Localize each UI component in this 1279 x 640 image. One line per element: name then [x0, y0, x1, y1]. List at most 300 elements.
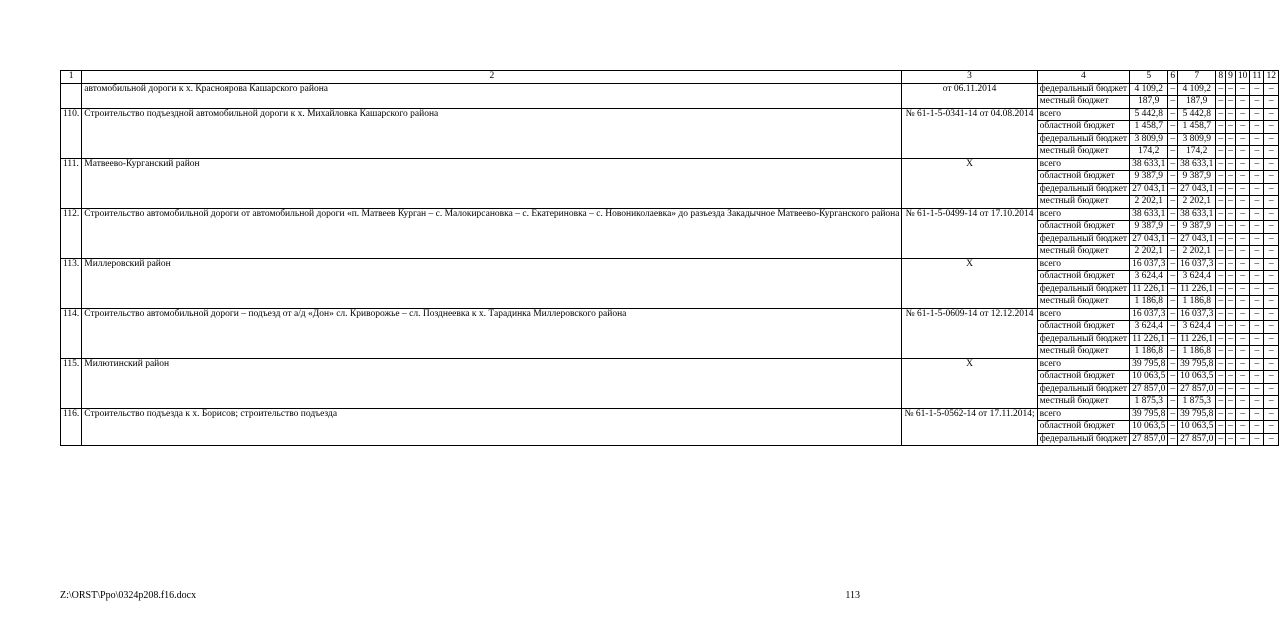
table-row [61, 208, 1279, 221]
value-cell: – [1226, 371, 1236, 384]
value-cell: 39 795,8 [1178, 408, 1216, 421]
value-cell: – [1226, 246, 1236, 259]
value-cell: – [1235, 146, 1250, 159]
value-cell: – [1168, 358, 1178, 371]
header-row [61, 71, 1279, 84]
value-cell: 27 857,0 [1178, 383, 1216, 396]
funding-source-cell: областной бюджет [1037, 321, 1129, 334]
value-cell: – [1216, 321, 1226, 334]
funding-source-cell: местный бюджет [1037, 196, 1129, 209]
funding-source-cell: местный бюджет [1037, 296, 1129, 309]
header-cell: 8 [1216, 71, 1226, 84]
value-cell: – [1226, 408, 1236, 421]
value-cell: – [1250, 308, 1264, 321]
value-cell: – [1216, 208, 1226, 221]
value-cell: 3 809,9 [1130, 133, 1168, 146]
value-cell: 3 624,4 [1178, 321, 1216, 334]
row-number-cell: 111. [61, 158, 82, 208]
value-cell: – [1168, 296, 1178, 309]
value-cell: – [1168, 96, 1178, 109]
object-name-cell: Строительство подъездной автомобильной дороги к х. Михайловка Кашарского района [82, 108, 902, 158]
document-cell: № 61-1-5-0499-14 от 17.10.2014 [902, 208, 1037, 258]
value-cell: – [1235, 96, 1250, 109]
value-cell: – [1168, 108, 1178, 121]
value-cell: 2 202,1 [1130, 246, 1168, 259]
value-cell: – [1250, 433, 1264, 446]
value-cell: 1 186,8 [1130, 296, 1168, 309]
value-cell: 27 043,1 [1178, 233, 1216, 246]
object-name-cell: Строительство автомобильной дороги – подъезд от а/д «Дон» сл. Криворожье – сл. Позднеевка к х. Тарадинка Миллеровского района [82, 308, 902, 358]
value-cell: – [1216, 396, 1226, 409]
row-number-cell: 110. [61, 108, 82, 158]
value-cell: – [1216, 196, 1226, 209]
value-cell: – [1250, 246, 1264, 259]
funding-source-cell: федеральный бюджет [1037, 433, 1129, 446]
value-cell: – [1250, 133, 1264, 146]
value-cell: – [1168, 271, 1178, 284]
value-cell: 9 387,9 [1130, 171, 1168, 184]
value-cell: 27 857,0 [1178, 433, 1216, 446]
value-cell: – [1235, 296, 1250, 309]
value-cell: – [1250, 296, 1264, 309]
value-cell: – [1264, 421, 1279, 434]
value-cell: – [1168, 121, 1178, 134]
table-row [61, 308, 1279, 321]
table-row [61, 83, 1279, 96]
value-cell: – [1250, 158, 1264, 171]
value-cell: – [1226, 221, 1236, 234]
value-cell: – [1235, 196, 1250, 209]
funding-source-cell: областной бюджет [1037, 271, 1129, 284]
value-cell: 39 795,8 [1178, 358, 1216, 371]
value-cell: – [1235, 371, 1250, 384]
funding-source-cell: федеральный бюджет [1037, 383, 1129, 396]
value-cell: 9 387,9 [1130, 221, 1168, 234]
value-cell: – [1264, 196, 1279, 209]
value-cell: – [1226, 96, 1236, 109]
funding-source-cell: федеральный бюджет [1037, 233, 1129, 246]
value-cell: 1 458,7 [1130, 121, 1168, 134]
value-cell: – [1216, 408, 1226, 421]
header-cell: 11 [1250, 71, 1264, 84]
value-cell: – [1250, 121, 1264, 134]
value-cell: 9 387,9 [1178, 171, 1216, 184]
value-cell: – [1226, 333, 1236, 346]
value-cell: – [1216, 133, 1226, 146]
value-cell: – [1226, 146, 1236, 159]
value-cell: 1 875,3 [1130, 396, 1168, 409]
document-cell: № 61-1-5-0609-14 от 12.12.2014 [902, 308, 1037, 358]
value-cell: – [1226, 196, 1236, 209]
row-number-cell [61, 83, 82, 108]
value-cell: – [1235, 308, 1250, 321]
value-cell: – [1168, 396, 1178, 409]
object-name-cell: Милютинский район [82, 358, 902, 408]
value-cell: – [1226, 321, 1236, 334]
funding-source-cell: местный бюджет [1037, 96, 1129, 109]
value-cell: – [1216, 183, 1226, 196]
value-cell: 2 202,1 [1130, 196, 1168, 209]
value-cell: 187,9 [1130, 96, 1168, 109]
value-cell: 2 202,1 [1178, 196, 1216, 209]
value-cell: – [1235, 321, 1250, 334]
value-cell: 10 063,5 [1130, 421, 1168, 434]
value-cell: 38 633,1 [1178, 208, 1216, 221]
funding-source-cell: всего [1037, 158, 1129, 171]
document-cell: № 61-1-5-0562-14 от 17.11.2014; [902, 408, 1037, 446]
value-cell: – [1216, 221, 1226, 234]
value-cell: – [1264, 396, 1279, 409]
value-cell: – [1264, 108, 1279, 121]
value-cell: – [1216, 308, 1226, 321]
value-cell: – [1216, 96, 1226, 109]
value-cell: – [1250, 96, 1264, 109]
header-cell: 12 [1264, 71, 1279, 84]
value-cell: 174,2 [1178, 146, 1216, 159]
header-cell: 5 [1130, 71, 1168, 84]
funding-source-cell: федеральный бюджет [1037, 183, 1129, 196]
value-cell: – [1216, 383, 1226, 396]
value-cell: 174,2 [1130, 146, 1168, 159]
value-cell: – [1168, 321, 1178, 334]
value-cell: – [1168, 196, 1178, 209]
value-cell: 1 875,3 [1178, 396, 1216, 409]
header-cell: 6 [1168, 71, 1178, 84]
value-cell: – [1264, 208, 1279, 221]
value-cell: 1 186,8 [1178, 296, 1216, 309]
object-name-cell: Строительство автомобильной дороги от автомобильной дороги «п. Матвеев Курган – с. Малокирсановка – с. Екатериновка – с. Новониколаевка» до разъезда Закадычное Матвеево-Курганского района [82, 208, 902, 258]
value-cell: – [1168, 208, 1178, 221]
value-cell: – [1235, 358, 1250, 371]
value-cell: – [1226, 433, 1236, 446]
value-cell: – [1235, 233, 1250, 246]
value-cell: 16 037,3 [1130, 258, 1168, 271]
row-number-cell: 115. [61, 358, 82, 408]
value-cell: – [1216, 158, 1226, 171]
value-cell: – [1235, 421, 1250, 434]
value-cell: – [1250, 333, 1264, 346]
value-cell: – [1216, 258, 1226, 271]
value-cell: – [1264, 296, 1279, 309]
value-cell: – [1235, 408, 1250, 421]
table-row [61, 358, 1279, 371]
funding-source-cell: местный бюджет [1037, 396, 1129, 409]
table-row [61, 258, 1279, 271]
funding-source-cell: областной бюджет [1037, 171, 1129, 184]
value-cell: – [1250, 183, 1264, 196]
funding-source-cell: федеральный бюджет [1037, 283, 1129, 296]
value-cell: – [1168, 183, 1178, 196]
funding-source-cell: всего [1037, 108, 1129, 121]
value-cell: – [1216, 358, 1226, 371]
value-cell: – [1264, 146, 1279, 159]
value-cell: – [1264, 83, 1279, 96]
value-cell: 5 442,8 [1130, 108, 1168, 121]
value-cell: – [1216, 171, 1226, 184]
value-cell: 27 043,1 [1178, 183, 1216, 196]
value-cell: 1 186,8 [1130, 346, 1168, 359]
value-cell: 27 043,1 [1130, 233, 1168, 246]
value-cell: – [1168, 346, 1178, 359]
value-cell: – [1264, 96, 1279, 109]
value-cell: – [1235, 83, 1250, 96]
value-cell: – [1235, 171, 1250, 184]
value-cell: – [1250, 383, 1264, 396]
document-cell: Х [902, 358, 1037, 408]
table-row [61, 408, 1279, 421]
value-cell: – [1226, 83, 1236, 96]
value-cell: – [1226, 421, 1236, 434]
value-cell: – [1250, 346, 1264, 359]
header-cell: 3 [902, 71, 1037, 84]
value-cell: – [1168, 246, 1178, 259]
object-name-cell: Миллеровский район [82, 258, 902, 308]
funding-source-cell: федеральный бюджет [1037, 133, 1129, 146]
value-cell: – [1226, 171, 1236, 184]
value-cell: – [1264, 233, 1279, 246]
funding-source-cell: местный бюджет [1037, 246, 1129, 259]
value-cell: – [1216, 83, 1226, 96]
document-cell: № 61-1-5-0341-14 от 04.08.2014 [902, 108, 1037, 158]
value-cell: – [1250, 221, 1264, 234]
value-cell: – [1264, 371, 1279, 384]
value-cell: 10 063,5 [1178, 371, 1216, 384]
value-cell: 16 037,3 [1178, 258, 1216, 271]
header-cell: 9 [1226, 71, 1236, 84]
value-cell: – [1226, 296, 1236, 309]
funding-source-cell: областной бюджет [1037, 421, 1129, 434]
value-cell: 11 226,1 [1130, 333, 1168, 346]
value-cell: – [1226, 271, 1236, 284]
value-cell: – [1168, 421, 1178, 434]
value-cell: – [1264, 171, 1279, 184]
funding-source-cell: федеральный бюджет [1037, 83, 1129, 96]
value-cell: – [1226, 183, 1236, 196]
value-cell: – [1226, 396, 1236, 409]
value-cell: 3 809,9 [1178, 133, 1216, 146]
value-cell: 27 857,0 [1130, 433, 1168, 446]
value-cell: 39 795,8 [1130, 358, 1168, 371]
value-cell: 39 795,8 [1130, 408, 1168, 421]
value-cell: 5 442,8 [1178, 108, 1216, 121]
value-cell: 10 063,5 [1130, 371, 1168, 384]
object-name-cell: Матвеево-Курганский район [82, 158, 902, 208]
value-cell: 1 458,7 [1178, 121, 1216, 134]
value-cell: – [1235, 133, 1250, 146]
value-cell: – [1168, 308, 1178, 321]
value-cell: – [1216, 333, 1226, 346]
page-number: 113 [845, 590, 860, 601]
funding-source-cell: всего [1037, 308, 1129, 321]
value-cell: 4 109,2 [1178, 83, 1216, 96]
value-cell: – [1235, 221, 1250, 234]
row-number-cell: 113. [61, 258, 82, 308]
value-cell: 27 857,0 [1130, 383, 1168, 396]
value-cell: – [1250, 358, 1264, 371]
row-number-cell: 116. [61, 408, 82, 446]
value-cell: – [1250, 371, 1264, 384]
value-cell: 38 633,1 [1130, 208, 1168, 221]
value-cell: – [1168, 233, 1178, 246]
value-cell: – [1216, 296, 1226, 309]
value-cell: 27 043,1 [1130, 183, 1168, 196]
value-cell: – [1264, 408, 1279, 421]
value-cell: – [1226, 283, 1236, 296]
object-name-cell: автомобильной дороги к х. Красноярова Кашарского района [82, 83, 902, 108]
value-cell: – [1168, 146, 1178, 159]
value-cell: – [1226, 308, 1236, 321]
value-cell: 11 226,1 [1178, 333, 1216, 346]
value-cell: 3 624,4 [1130, 271, 1168, 284]
value-cell: – [1226, 133, 1236, 146]
value-cell: 187,9 [1178, 96, 1216, 109]
header-cell: 10 [1235, 71, 1250, 84]
value-cell: – [1264, 383, 1279, 396]
value-cell: – [1226, 346, 1236, 359]
value-cell: – [1216, 121, 1226, 134]
value-cell: – [1264, 121, 1279, 134]
value-cell: – [1235, 333, 1250, 346]
funding-source-cell: местный бюджет [1037, 346, 1129, 359]
value-cell: – [1168, 283, 1178, 296]
value-cell: – [1168, 371, 1178, 384]
value-cell: – [1168, 408, 1178, 421]
value-cell: – [1250, 408, 1264, 421]
object-name-cell: Строительство подъезда к х. Борисов; строительство подъезда [82, 408, 902, 446]
row-number-cell: 114. [61, 308, 82, 358]
funding-source-cell: всего [1037, 408, 1129, 421]
value-cell: – [1250, 396, 1264, 409]
value-cell: – [1235, 283, 1250, 296]
value-cell: – [1235, 396, 1250, 409]
value-cell: – [1250, 421, 1264, 434]
value-cell: – [1250, 271, 1264, 284]
funding-source-cell: всего [1037, 358, 1129, 371]
value-cell: – [1264, 358, 1279, 371]
value-cell: – [1264, 158, 1279, 171]
table-row [61, 108, 1279, 121]
value-cell: – [1250, 321, 1264, 334]
value-cell: – [1235, 208, 1250, 221]
value-cell: – [1226, 233, 1236, 246]
document-cell: Х [902, 158, 1037, 208]
value-cell: – [1264, 133, 1279, 146]
value-cell: – [1216, 108, 1226, 121]
value-cell: – [1226, 358, 1236, 371]
value-cell: 16 037,3 [1178, 308, 1216, 321]
header-cell: 7 [1178, 71, 1216, 84]
value-cell: 3 624,4 [1178, 271, 1216, 284]
value-cell: 1 186,8 [1178, 346, 1216, 359]
funding-source-cell: местный бюджет [1037, 146, 1129, 159]
value-cell: – [1250, 283, 1264, 296]
value-cell: – [1226, 108, 1236, 121]
value-cell: – [1168, 383, 1178, 396]
value-cell: 16 037,3 [1130, 308, 1168, 321]
value-cell: – [1235, 433, 1250, 446]
value-cell: – [1235, 346, 1250, 359]
value-cell: – [1250, 196, 1264, 209]
funding-source-cell: федеральный бюджет [1037, 333, 1129, 346]
value-cell: – [1264, 333, 1279, 346]
value-cell: – [1216, 271, 1226, 284]
value-cell: – [1264, 346, 1279, 359]
value-cell: – [1264, 283, 1279, 296]
value-cell: – [1216, 283, 1226, 296]
value-cell: – [1168, 83, 1178, 96]
value-cell: – [1235, 158, 1250, 171]
value-cell: – [1250, 108, 1264, 121]
value-cell: 38 633,1 [1130, 158, 1168, 171]
funding-source-cell: всего [1037, 258, 1129, 271]
value-cell: – [1235, 258, 1250, 271]
value-cell: – [1216, 146, 1226, 159]
value-cell: 11 226,1 [1130, 283, 1168, 296]
funding-source-cell: областной бюджет [1037, 121, 1129, 134]
value-cell: – [1235, 383, 1250, 396]
value-cell: – [1226, 258, 1236, 271]
value-cell: – [1216, 371, 1226, 384]
value-cell: – [1250, 146, 1264, 159]
value-cell: – [1235, 271, 1250, 284]
header-cell: 2 [82, 71, 902, 84]
value-cell: – [1235, 246, 1250, 259]
value-cell: – [1250, 171, 1264, 184]
value-cell: 2 202,1 [1178, 246, 1216, 259]
value-cell: – [1235, 108, 1250, 121]
value-cell: – [1168, 158, 1178, 171]
value-cell: 9 387,9 [1178, 221, 1216, 234]
value-cell: – [1226, 383, 1236, 396]
funding-source-cell: областной бюджет [1037, 371, 1129, 384]
value-cell: – [1168, 133, 1178, 146]
value-cell: – [1216, 233, 1226, 246]
value-cell: – [1264, 258, 1279, 271]
header-cell: 1 [61, 71, 82, 84]
value-cell: 11 226,1 [1178, 283, 1216, 296]
value-cell: 10 063,5 [1178, 421, 1216, 434]
value-cell: – [1216, 246, 1226, 259]
value-cell: – [1226, 208, 1236, 221]
value-cell: – [1264, 433, 1279, 446]
value-cell: – [1168, 333, 1178, 346]
value-cell: – [1250, 233, 1264, 246]
value-cell: – [1264, 183, 1279, 196]
budget-table [60, 70, 1279, 446]
value-cell: 3 624,4 [1130, 321, 1168, 334]
value-cell: – [1264, 271, 1279, 284]
value-cell: – [1264, 246, 1279, 259]
value-cell: – [1250, 258, 1264, 271]
value-cell: – [1168, 258, 1178, 271]
funding-source-cell: всего [1037, 208, 1129, 221]
header-cell: 4 [1037, 71, 1129, 84]
file-path: Z:\ORST\Ppo\0324p208.f16.docx [60, 590, 197, 601]
value-cell: – [1226, 121, 1236, 134]
row-number-cell: 112. [61, 208, 82, 258]
value-cell: – [1235, 121, 1250, 134]
value-cell: – [1216, 433, 1226, 446]
funding-source-cell: областной бюджет [1037, 221, 1129, 234]
value-cell: – [1264, 308, 1279, 321]
value-cell: – [1264, 321, 1279, 334]
value-cell: – [1264, 221, 1279, 234]
value-cell: – [1168, 433, 1178, 446]
value-cell: – [1168, 171, 1178, 184]
value-cell: 4 109,2 [1130, 83, 1168, 96]
value-cell: – [1250, 83, 1264, 96]
document-cell: от 06.11.2014 [902, 83, 1037, 108]
